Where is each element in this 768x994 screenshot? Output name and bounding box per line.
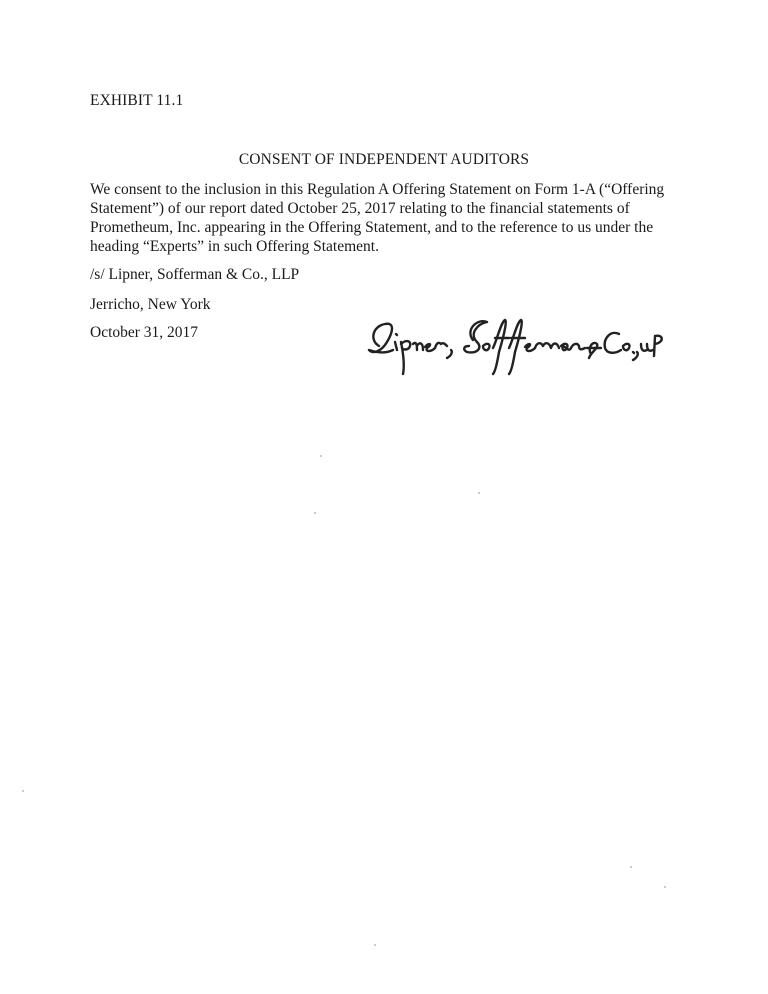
location-line: Jerricho, New York [90,296,211,313]
scan-speck [374,944,376,946]
scan-speck [630,866,632,868]
handwritten-signature [365,312,665,384]
exhibit-label: EXHIBIT 11.1 [90,92,184,109]
scan-speck [320,455,322,457]
typed-signature: /s/ Lipner, Sofferman & Co., LLP [90,266,300,283]
scan-speck [478,492,480,494]
consent-paragraph: We consent to the inclusion in this Regulation A Offering Statement on Form 1-A (“Offering Statement”) of our report dated October 25, 2017 relating to the financial statements of Prometheum, Inc. appearing in the Offering Statement, and to the reference to us under the heading “Experts” in such Offering Statement. [90,181,665,255]
scan-speck [314,512,316,514]
scan-speck [664,886,666,888]
scan-speck [22,790,24,792]
date-line: October 31, 2017 [90,324,199,341]
document-title: CONSENT OF INDEPENDENT AUDITORS [238,151,530,168]
